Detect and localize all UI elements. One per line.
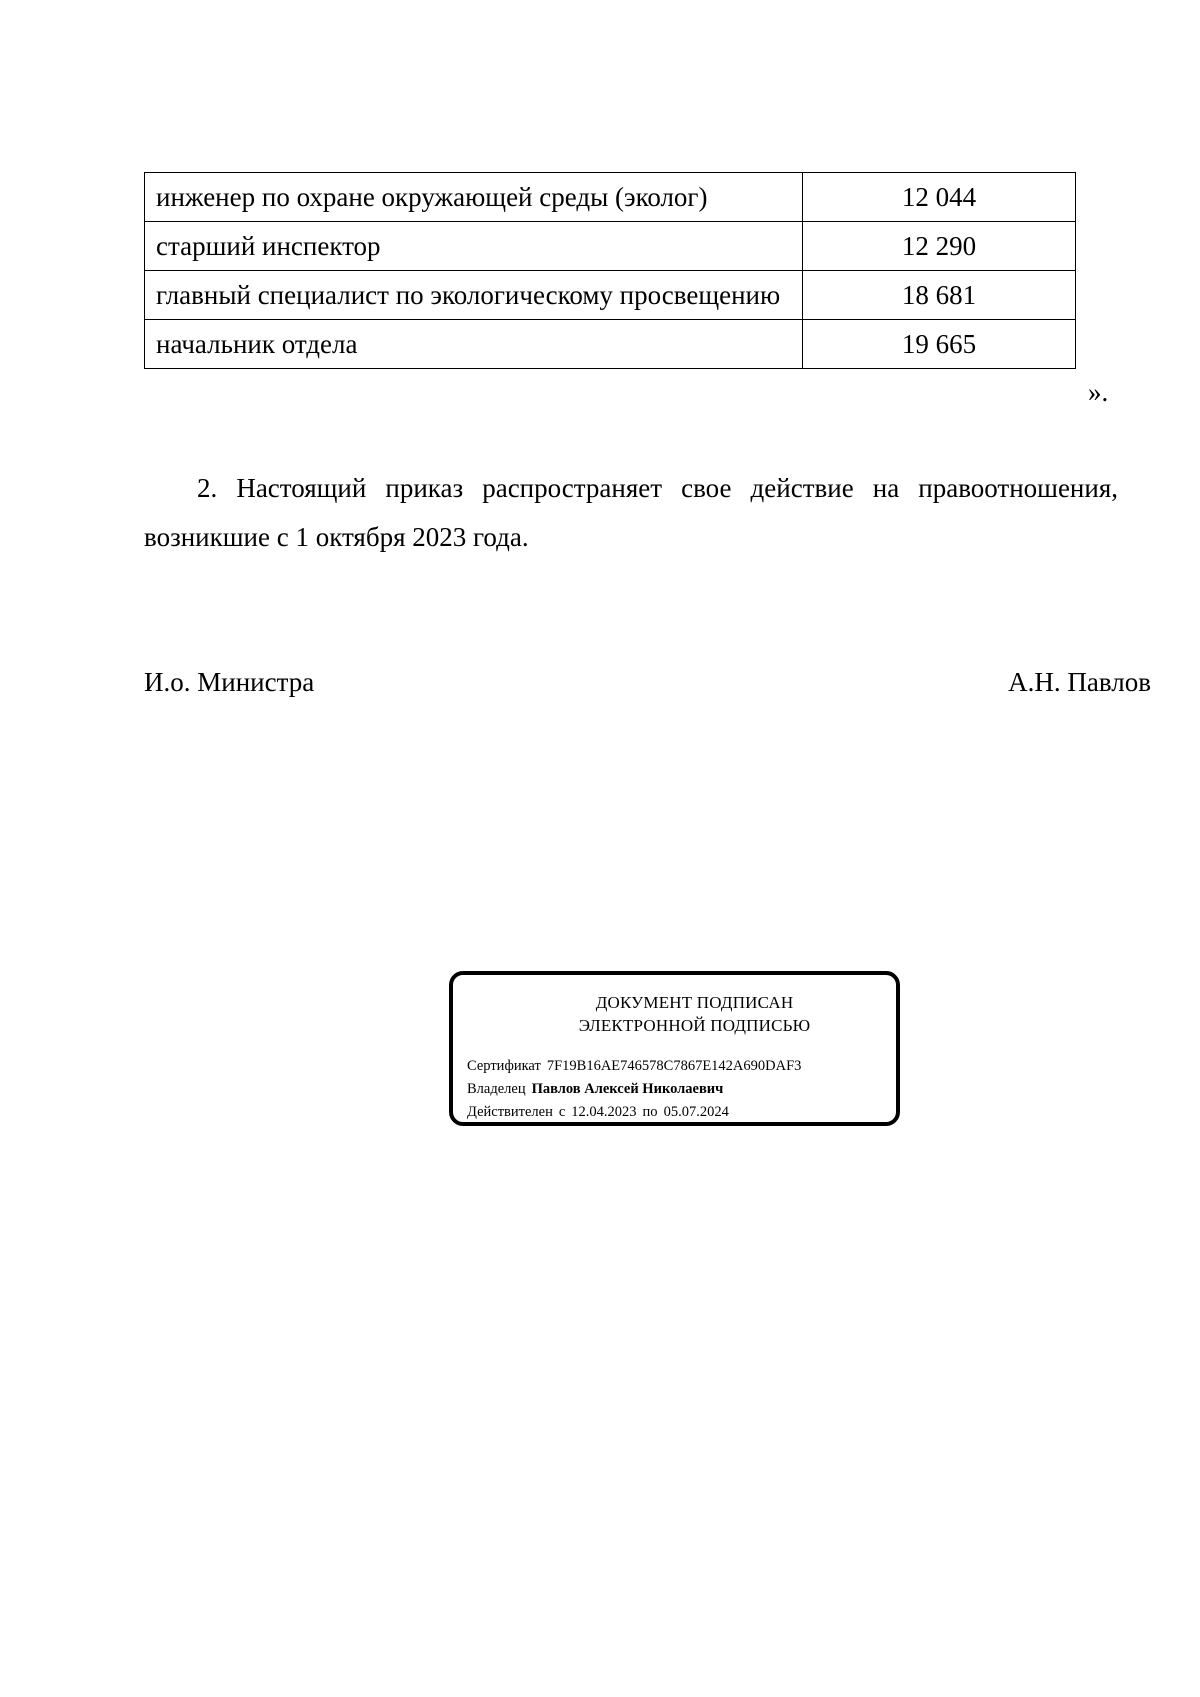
valid-from-prefix: с bbox=[558, 1104, 566, 1120]
signatory-title: И.о. Министра bbox=[144, 667, 315, 697]
stamp-owner-row bbox=[467, 1078, 801, 1101]
position-cell: начальник отдела bbox=[145, 320, 803, 369]
position-cell: инженер по охране окружающей среды (эколог) bbox=[145, 173, 803, 222]
salary-table bbox=[144, 172, 1076, 369]
stamp-certificate-row bbox=[467, 1055, 801, 1078]
owner-value: Павлов Алексей Николаевич bbox=[531, 1081, 724, 1097]
valid-to-date: 05.07.2024 bbox=[663, 1104, 729, 1120]
amount-cell: 12 044 bbox=[802, 173, 1075, 222]
order-paragraph: 2. Настоящий приказ распространяет свое действие на правоотношения, возникшие с 1 октября 2023 года. bbox=[144, 473, 1118, 552]
closing-quote: ». bbox=[1088, 377, 1109, 407]
certificate-label: Сертификат bbox=[467, 1058, 541, 1074]
position-cell: главный специалист по экологическому просвещению bbox=[145, 271, 803, 320]
table-row bbox=[145, 222, 1076, 271]
owner-label: Владелец bbox=[467, 1081, 526, 1097]
table-row bbox=[145, 271, 1076, 320]
amount-cell: 12 290 bbox=[802, 222, 1075, 271]
stamp-details bbox=[467, 1055, 801, 1124]
stamp-heading-line1: ДОКУМЕНТ ПОДПИСАН bbox=[595, 993, 794, 1012]
valid-to-prefix: по bbox=[642, 1104, 658, 1120]
stamp-validity-row bbox=[467, 1101, 801, 1124]
certificate-value: 7F19B16AE746578C7867E142A690DAF3 bbox=[546, 1058, 802, 1074]
table-row bbox=[145, 320, 1076, 369]
electronic-signature-stamp bbox=[449, 971, 900, 1126]
amount-cell: 19 665 bbox=[802, 320, 1075, 369]
stamp-heading-line2: ЭЛЕКТРОННОЙ ПОДПИСЬЮ bbox=[578, 1016, 811, 1035]
amount-cell: 18 681 bbox=[802, 271, 1075, 320]
table-row bbox=[145, 173, 1076, 222]
stamp-heading bbox=[453, 991, 896, 1037]
valid-from-date: 12.04.2023 bbox=[571, 1104, 637, 1120]
position-cell: старший инспектор bbox=[145, 222, 803, 271]
signatory-name: А.Н. Павлов bbox=[1008, 667, 1151, 697]
valid-label: Действителен bbox=[467, 1104, 553, 1120]
